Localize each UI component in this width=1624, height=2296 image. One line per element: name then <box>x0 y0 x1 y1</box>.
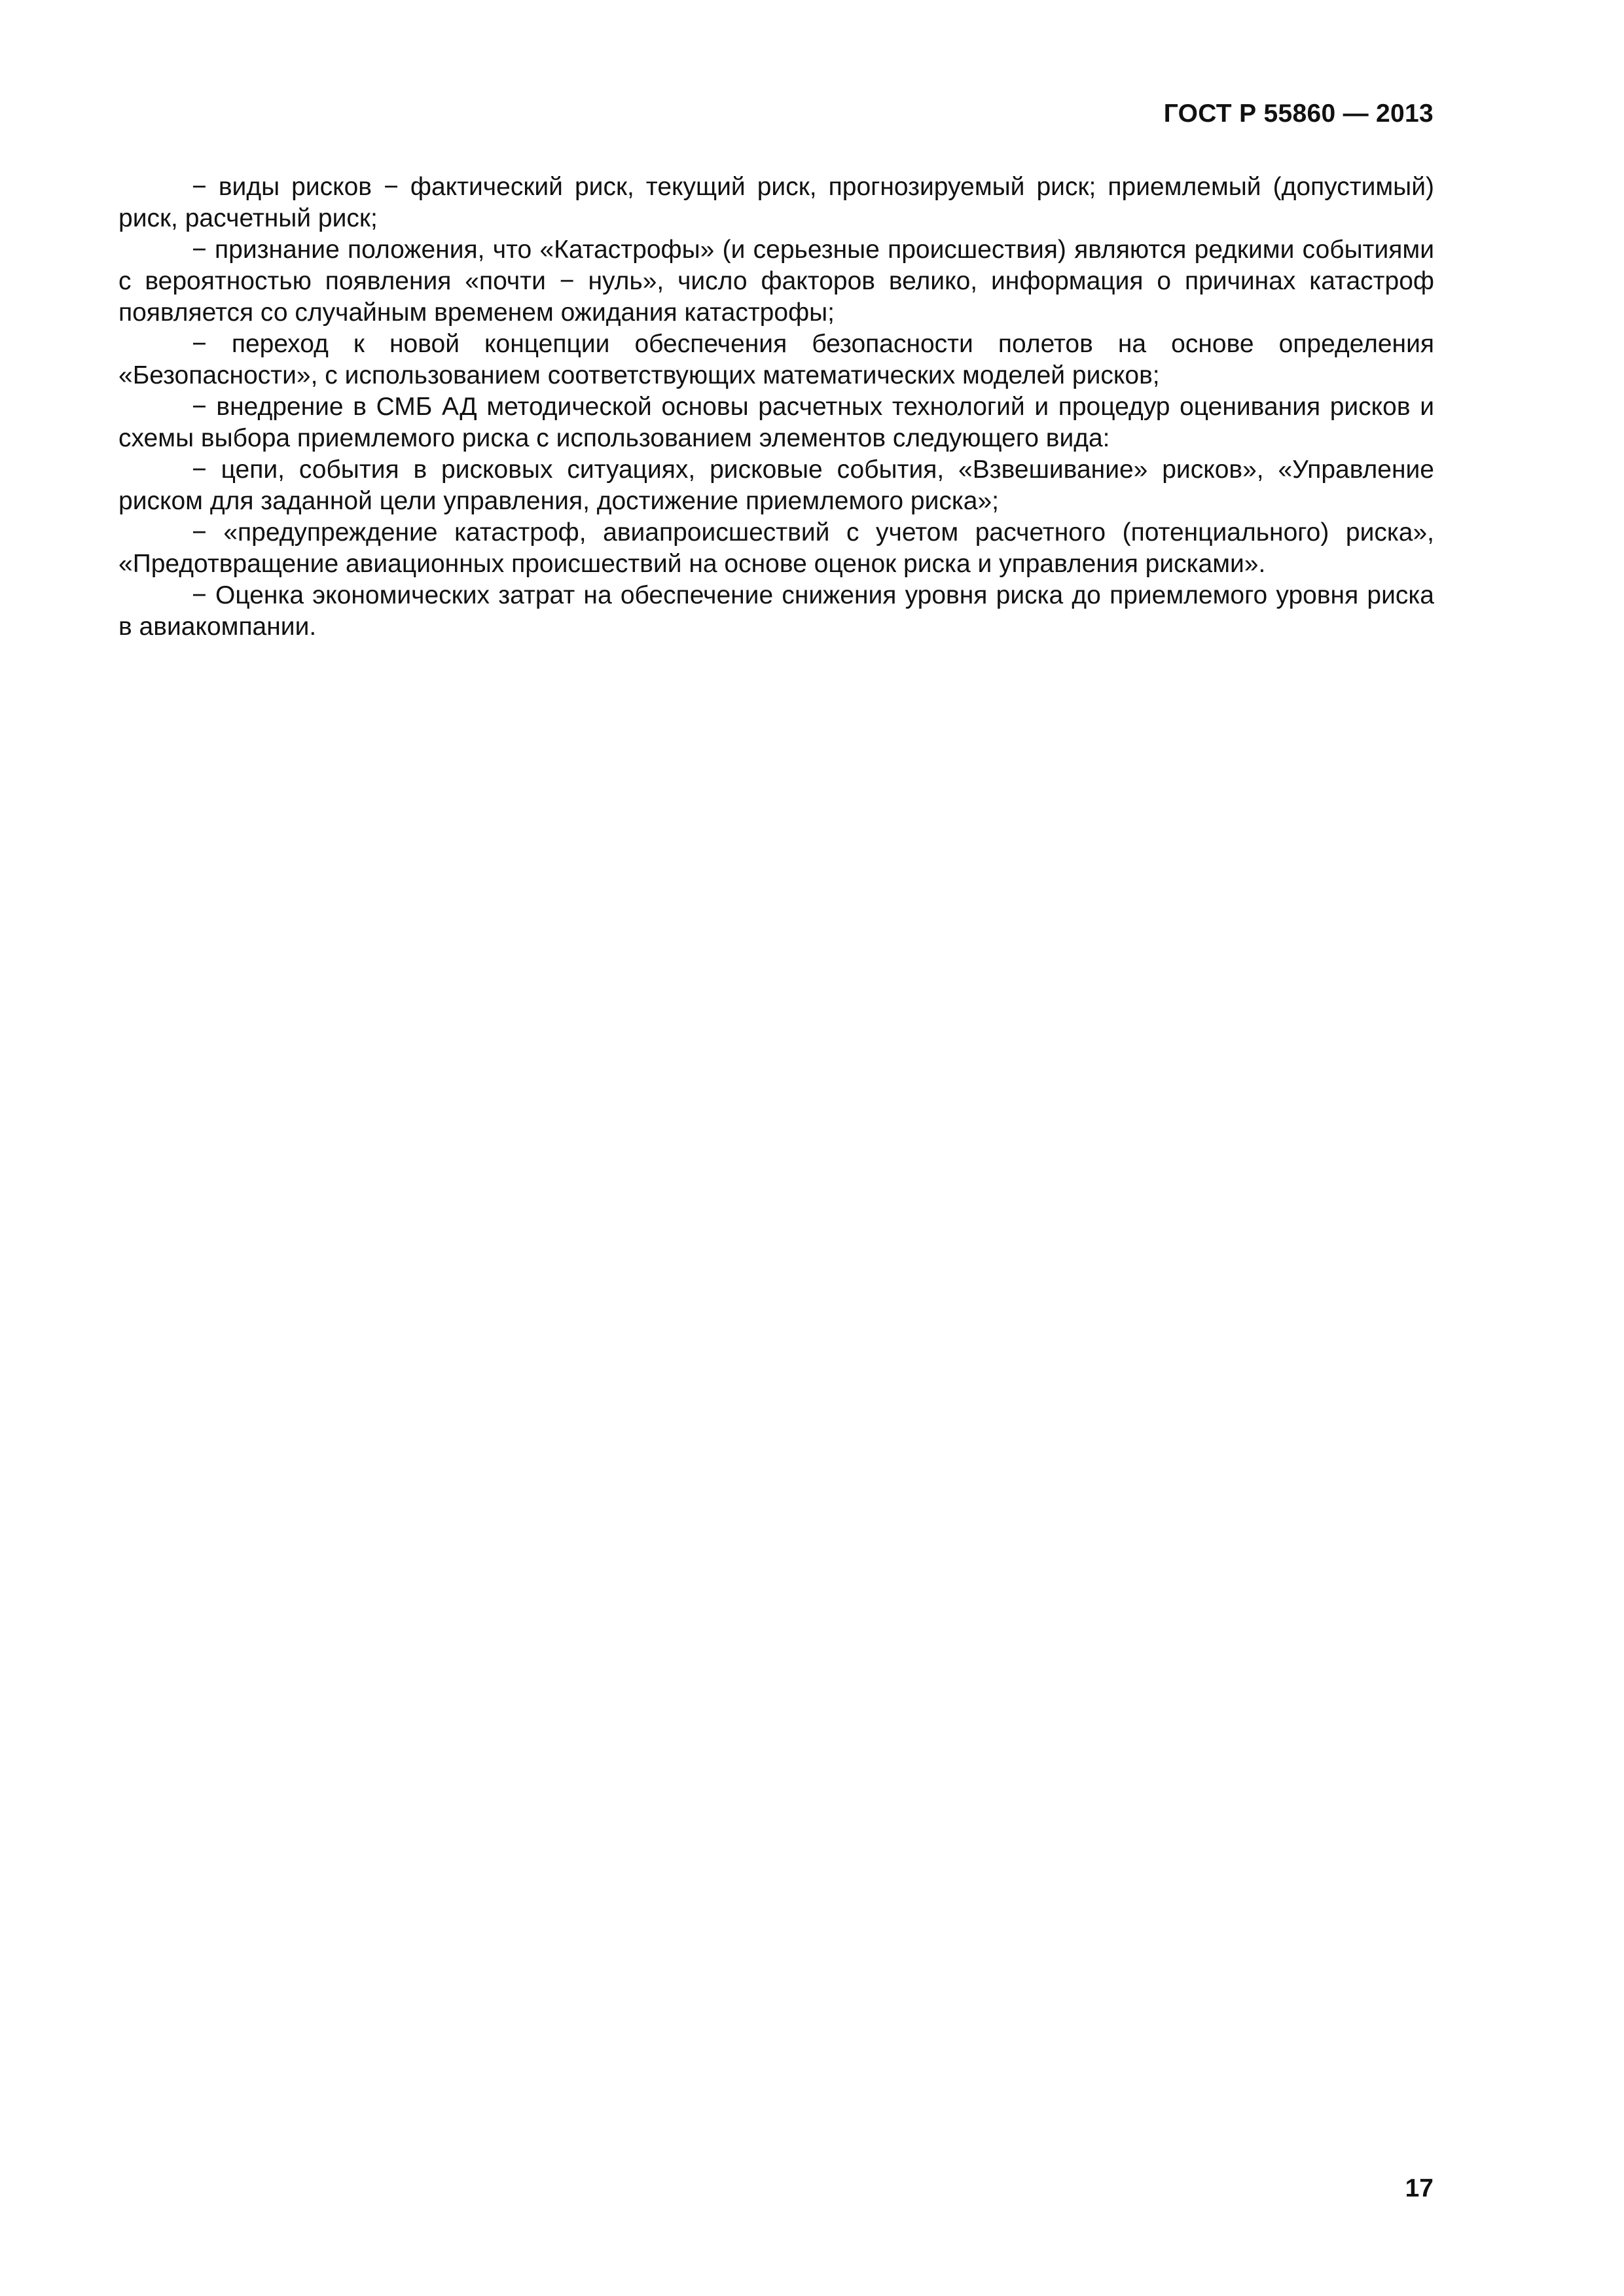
paragraph-risk-types: − виды рисков − фактический риск, текущий риск, прогнозируемый риск; приемлемый (допустимый) риск, расчетный риск; <box>118 173 1434 232</box>
paragraph-sms-implementation: − внедрение в СМБ АД методической основы расчетных технологий и процедур оценивания рисков и схемы выбора приемлемого риска с использованием элементов следующего вида: <box>118 393 1434 452</box>
paragraph-safety-concept: − переход к новой концепции обеспечения безопасности полетов на основе определения «Безопасности», с использованием соответствующих математических моделей рисков; <box>118 330 1434 389</box>
document-header: ГОСТ Р 55860 — 2013 <box>1163 99 1434 128</box>
paragraph-risk-chains: − цепи, события в рисковых ситуациях, рисковые события, «Взвешивание» рисков», «Управление риском для заданной цели управления, достижение приемлемого риска»; <box>118 456 1434 515</box>
page-number: 17 <box>1405 2174 1434 2202</box>
paragraph-accident-prevention: − «предупреждение катастроф, авиапроисшествий с учетом расчетного (потенциального) риска», «Предотвращение авиационных происшествий на основе оценок риска и управления рисками». <box>118 518 1434 578</box>
document-body <box>118 171 1434 643</box>
paragraph-catastrophe-recognition: − признание положения, что «Катастрофы» (и серьезные происшествия) являются редкими событиями с вероятностью появления «почти − нуль», число факторов велико, информация о причинах катастроф появляется со случайным временем ожидания катастрофы; <box>118 236 1434 327</box>
paragraph-economic-assessment: − Оценка экономических затрат на обеспечение снижения уровня риска до приемлемого уровня риска в авиакомпании. <box>118 581 1434 641</box>
